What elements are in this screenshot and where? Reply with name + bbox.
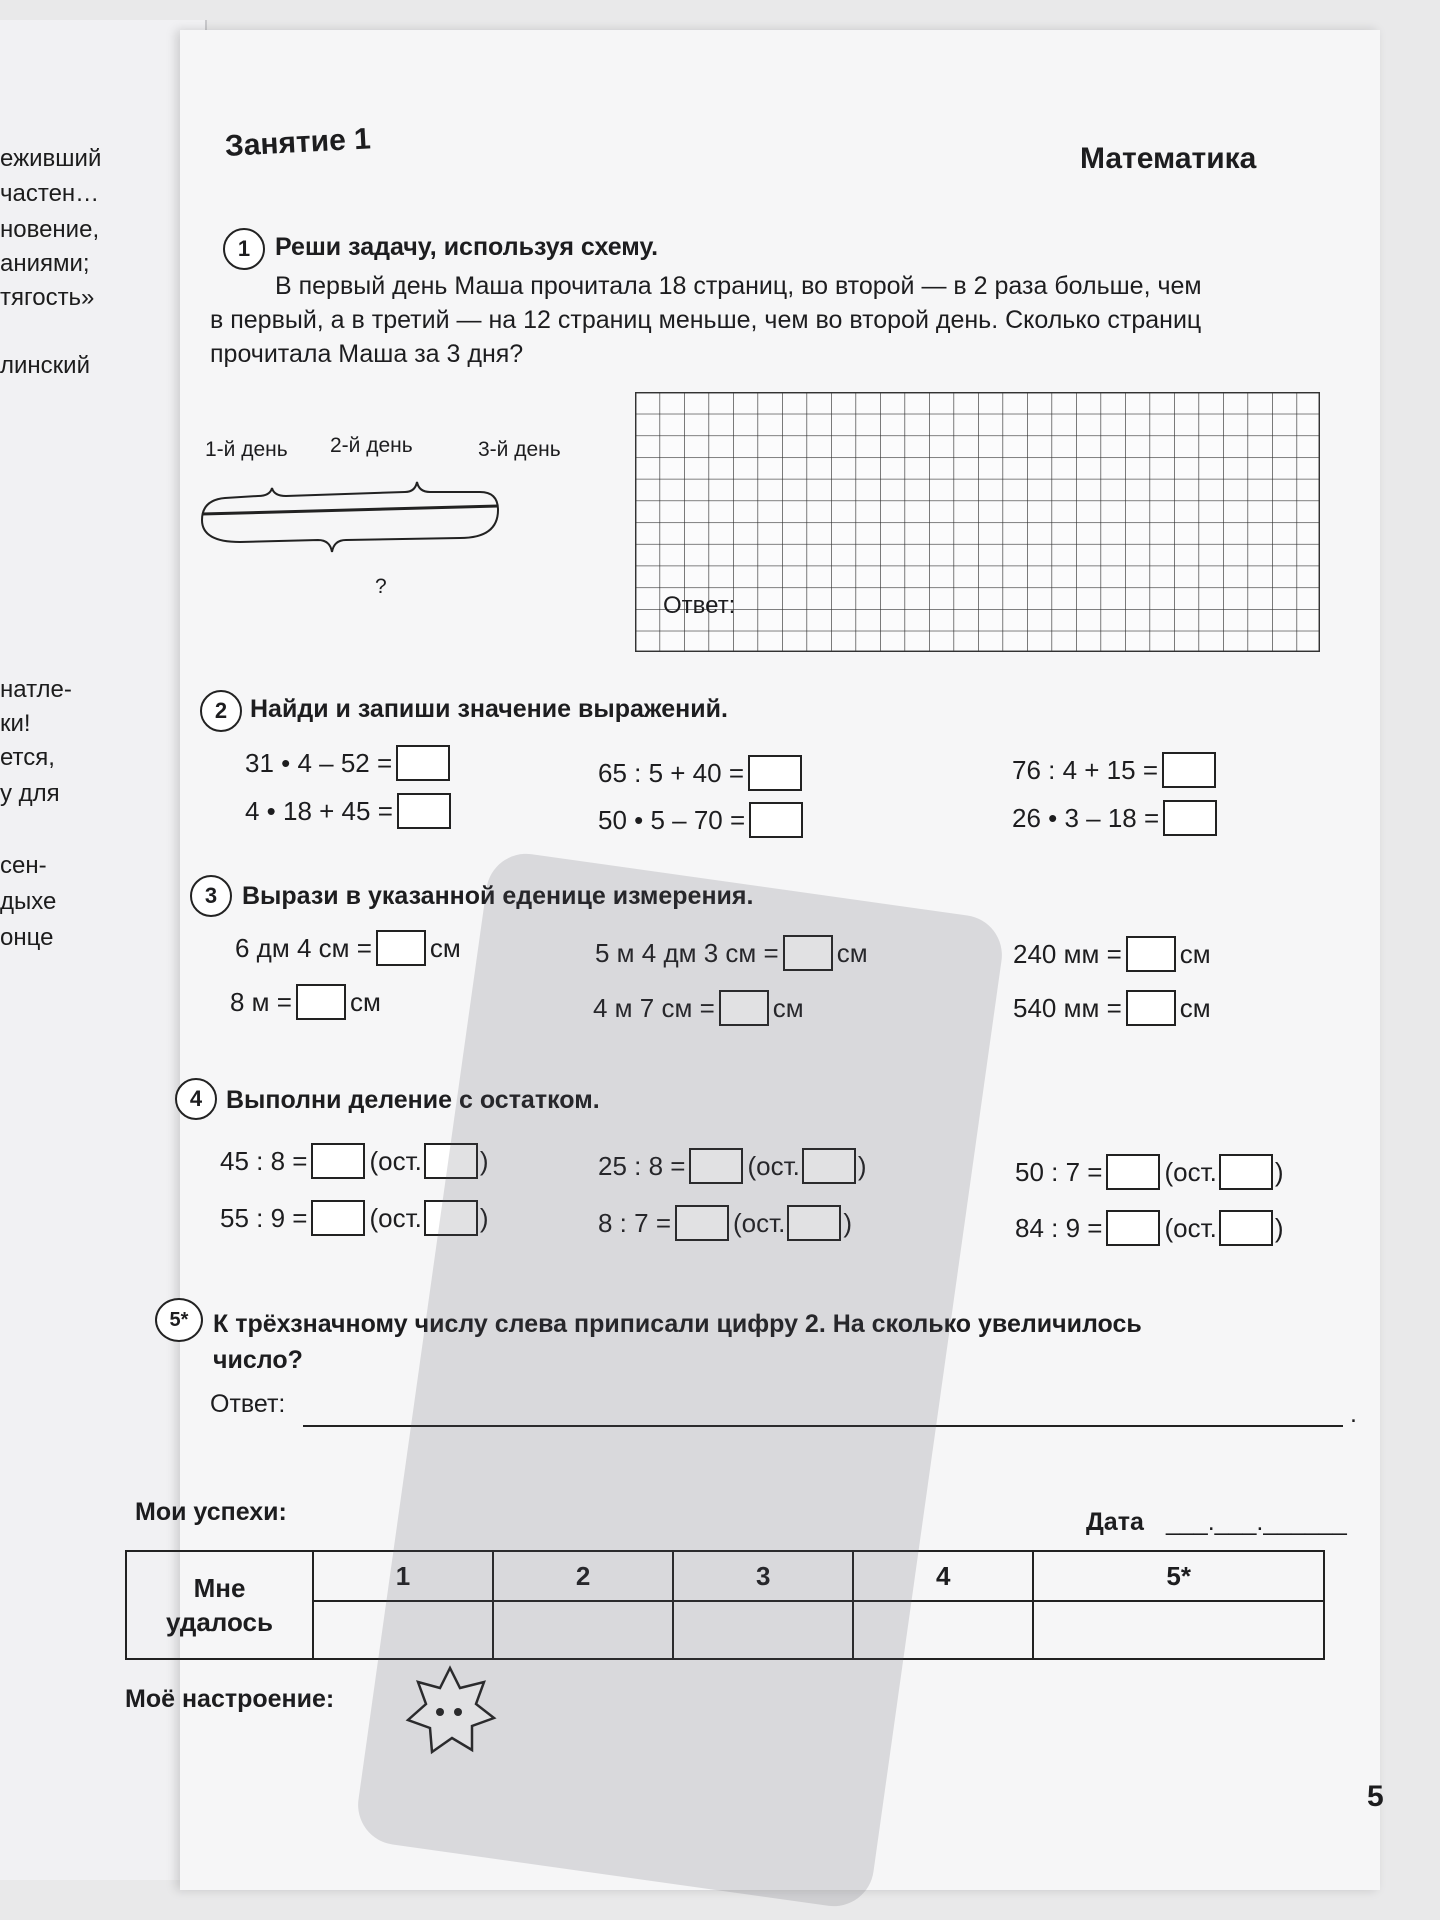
task4-title: Выполни деление с остатком.	[226, 1086, 600, 1114]
left-page-line: линский	[0, 352, 90, 379]
answer-box[interactable]	[783, 935, 833, 971]
task3-item: 540 мм = см	[1013, 990, 1211, 1026]
remainder-box[interactable]	[802, 1148, 856, 1184]
table-mark-cell[interactable]	[1033, 1601, 1324, 1659]
mood-label: Моё настроение:	[125, 1685, 335, 1713]
remainder-box[interactable]	[1219, 1154, 1273, 1190]
left-page-line: аниями;	[0, 250, 90, 277]
task2-expression: 26 • 3 – 18 =	[1012, 800, 1217, 836]
remainder-box[interactable]	[424, 1143, 478, 1179]
task-number-4: 4	[175, 1078, 217, 1120]
task5-answer-end: .	[1350, 1400, 1357, 1428]
left-page-line: тягость»	[0, 284, 95, 311]
success-label: Мои успехи:	[135, 1498, 287, 1526]
task2-expression: 50 • 5 – 70 =	[598, 802, 803, 838]
left-page-line: у для	[0, 780, 60, 807]
task4-item: 50 : 7 = (ост. )	[1015, 1154, 1284, 1190]
mood-star-icon[interactable]	[400, 1660, 500, 1760]
task-number-5: 5*	[155, 1298, 203, 1342]
task-number-3: 3	[190, 875, 232, 917]
table-row-label: Мне удалось	[126, 1551, 313, 1659]
task5-title-line: число?	[213, 1346, 303, 1374]
left-page-line: еживший	[0, 145, 102, 172]
task5-answer-line[interactable]	[303, 1425, 1343, 1427]
left-page-line: дыхе	[0, 888, 57, 915]
workbook-page	[125, 30, 1384, 1890]
remainder-box[interactable]	[787, 1205, 841, 1241]
answer-box[interactable]	[396, 745, 450, 781]
task5-title-line: К трёхзначному числу слева приписали цифру 2. На сколько увеличилось	[213, 1310, 1142, 1338]
left-page-line: ется,	[0, 744, 55, 771]
answer-box[interactable]	[376, 930, 426, 966]
table-mark-cell[interactable]	[673, 1601, 853, 1659]
answer-box[interactable]	[719, 990, 769, 1026]
date-label: Дата	[1086, 1508, 1144, 1536]
subject-title: Математика	[1080, 142, 1257, 175]
quotient-box[interactable]	[689, 1148, 743, 1184]
left-page-line: онце	[0, 924, 54, 951]
quotient-box[interactable]	[675, 1205, 729, 1241]
date-blank[interactable]: ___.___.______	[1166, 1508, 1347, 1536]
answer-box[interactable]	[748, 755, 802, 791]
left-page-line: ки!	[0, 710, 31, 737]
left-page-line: новение,	[0, 216, 100, 243]
answer-box[interactable]	[1163, 800, 1217, 836]
scheme-day-label: 2-й день	[330, 434, 413, 457]
task2-expression: 4 • 18 + 45 =	[245, 793, 451, 829]
scheme-day-label: 3-й день	[478, 438, 561, 461]
task2-expression: 76 : 4 + 15 =	[1012, 752, 1216, 788]
task4-item: 8 : 7 = (ост. )	[598, 1205, 852, 1241]
page-number: 5	[1367, 1780, 1384, 1813]
answer-box[interactable]	[1162, 752, 1216, 788]
task2-expression: 31 • 4 – 52 =	[245, 745, 450, 781]
table-mark-cell[interactable]	[853, 1601, 1033, 1659]
quotient-box[interactable]	[1106, 1210, 1160, 1246]
table-header-cell: 1	[313, 1551, 493, 1601]
task1-text-line: В первый день Маша прочитала 18 страниц, во второй — в 2 раза больше, чем	[275, 272, 1202, 300]
task2-expression: 65 : 5 + 40 =	[598, 755, 802, 791]
answer-box[interactable]	[397, 793, 451, 829]
task3-title: Вырази в указанной еденице измерения.	[242, 882, 754, 910]
scheme-diagram	[180, 30, 640, 590]
task3-item: 8 м = см	[230, 984, 381, 1020]
task4-item: 84 : 9 = (ост. )	[1015, 1210, 1284, 1246]
table-header-cell: 2	[493, 1551, 673, 1601]
answer-box[interactable]	[749, 802, 803, 838]
lesson-title: Занятие 1	[224, 122, 372, 163]
task1-answer-label: Ответ:	[663, 592, 736, 619]
table-header-cell: 4	[853, 1551, 1033, 1601]
scheme-question-mark: ?	[375, 575, 387, 598]
task4-item: 25 : 8 = (ост. )	[598, 1148, 867, 1184]
task3-item: 5 м 4 дм 3 см = см	[595, 935, 868, 971]
table-mark-cell[interactable]	[313, 1601, 493, 1659]
grid-lines	[635, 392, 1320, 652]
left-page-line: натле-	[0, 676, 72, 703]
task4-item: 55 : 9 = (ост. )	[220, 1200, 489, 1236]
left-page-line: частен…	[0, 180, 100, 207]
left-page-line: сен-	[0, 852, 47, 879]
task3-item: 4 м 7 см = см	[593, 990, 804, 1026]
scheme-day-label: 1-й день	[205, 438, 288, 461]
answer-box[interactable]	[1126, 936, 1176, 972]
task3-item: 6 дм 4 см = см	[235, 930, 461, 966]
task2-title: Найди и запиши значение выражений.	[250, 695, 728, 723]
task5-answer-label: Ответ:	[210, 1390, 286, 1418]
remainder-box[interactable]	[424, 1200, 478, 1236]
table-header-cell: 5*	[1033, 1551, 1324, 1601]
task-number-1: 1	[223, 228, 265, 270]
quotient-box[interactable]	[1106, 1154, 1160, 1190]
task1-title: Реши задачу, используя схему.	[275, 233, 659, 261]
task3-item: 240 мм = см	[1013, 936, 1211, 972]
task-number-2: 2	[200, 690, 242, 732]
success-table	[125, 1550, 1325, 1660]
answer-grid[interactable]	[635, 392, 1320, 652]
remainder-box[interactable]	[1219, 1210, 1273, 1246]
task4-item: 45 : 8 = (ост. )	[220, 1143, 489, 1179]
task1-text-line: прочитала Маша за 3 дня?	[210, 340, 524, 368]
table-header-cell: 3	[673, 1551, 853, 1601]
answer-box[interactable]	[1126, 990, 1176, 1026]
task1-text-line: в первый, а в третий — на 12 страниц меньше, чем во второй день. Сколько страниц	[210, 306, 1202, 334]
table-mark-cell[interactable]	[493, 1601, 673, 1659]
answer-box[interactable]	[296, 984, 346, 1020]
quotient-box[interactable]	[311, 1143, 365, 1179]
quotient-box[interactable]	[311, 1200, 365, 1236]
